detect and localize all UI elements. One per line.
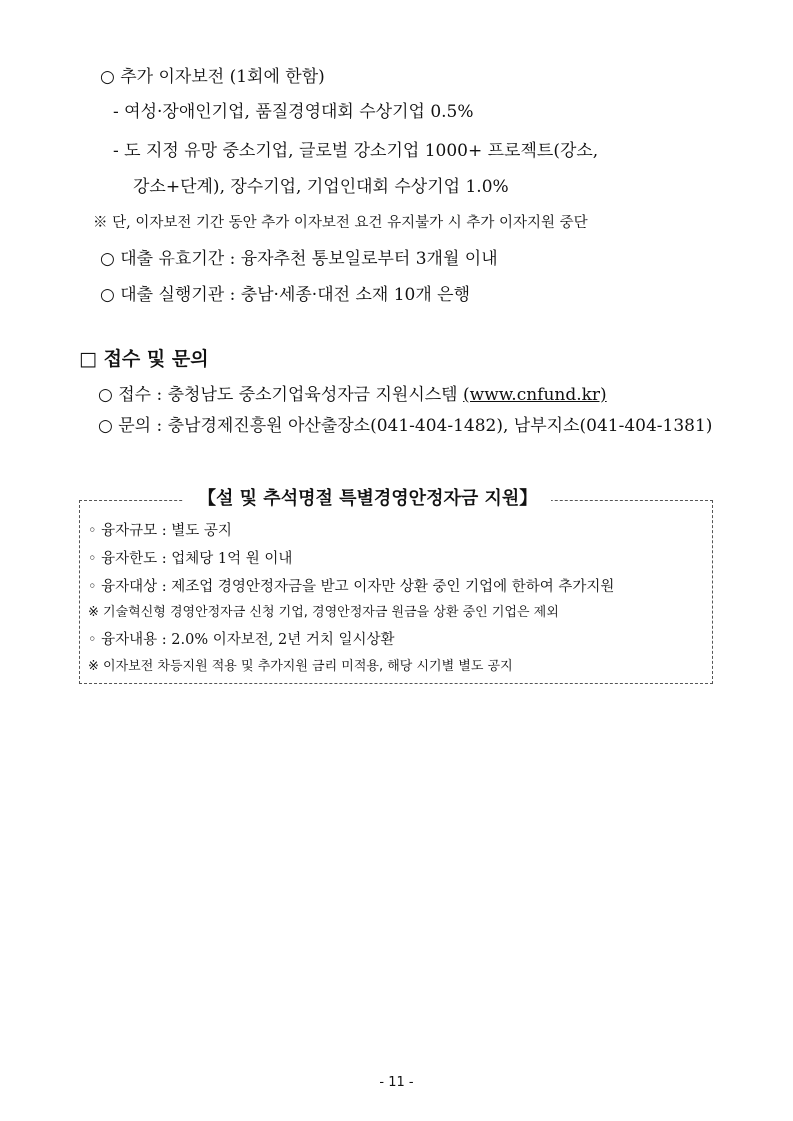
receipt-item [98,384,607,406]
loan-validity-item: ○ 대출 유효기간 : 융자추천 통보일로부터 3개월 이내 [100,249,498,269]
box-line-rate-note: ※ 이자보전 차등지원 적용 및 추가지원 금리 미적용, 해당 시기별 별도 공지 [88,659,513,674]
special-fund-box-title: 【설 및 추석명절 특별경영안정자금 지원】 [184,486,551,512]
box-line-loan-limit: ◦ 융자한도 : 업체당 1억 원 이내 [88,551,293,567]
box-line-exclusion-note: ※ 기술혁신형 경영안정자금 신청 기업, 경영안정자금 원금을 상환 중인 기업은 제외 [88,605,559,620]
promising-sme-rate-line1: - 도 지정 유망 중소기업, 글로벌 강소기업 1000+ 프로젝트(강소, [113,141,599,161]
additional-interest-support-item: ○ 추가 이자보전 (1회에 한함) [100,67,325,87]
cnfund-link[interactable]: (www.cnfund.kr) [463,385,607,405]
interest-support-note: ※ 단, 이자보전 기간 동안 추가 이자보전 요건 유지불가 시 추가 이자지원 중단 [93,215,588,231]
promising-sme-rate-line2: 강소+단계), 장수기업, 기업인대회 수상기업 1.0% [133,177,509,197]
page-number: - 11 - [379,1075,414,1090]
receipt-text: ○ 접수 : 충청남도 중소기업육성자금 지원시스템 [98,385,464,405]
box-line-loan-terms: ◦ 융자내용 : 2.0% 이자보전, 2년 거치 일시상환 [88,632,395,648]
loan-bank-item: ○ 대출 실행기관 : 충남·세종·대전 소재 10개 은행 [100,285,471,305]
contact-section-heading: □ 접수 및 문의 [79,348,209,370]
box-line-loan-target: ◦ 융자대상 : 제조업 경영안정자금을 받고 이자만 상환 중인 기업에 한하여 추가지원 [88,579,615,595]
women-disabled-enterprise-rate: - 여성·장애인기업, 품질경영대회 수상기업 0.5% [113,102,474,122]
box-line-loan-scale: ◦ 융자규모 : 별도 공지 [88,523,232,539]
inquiry-item: ○ 문의 : 충남경제진흥원 아산출장소(041-404-1482), 남부지소(041-404-1381) [98,416,713,436]
